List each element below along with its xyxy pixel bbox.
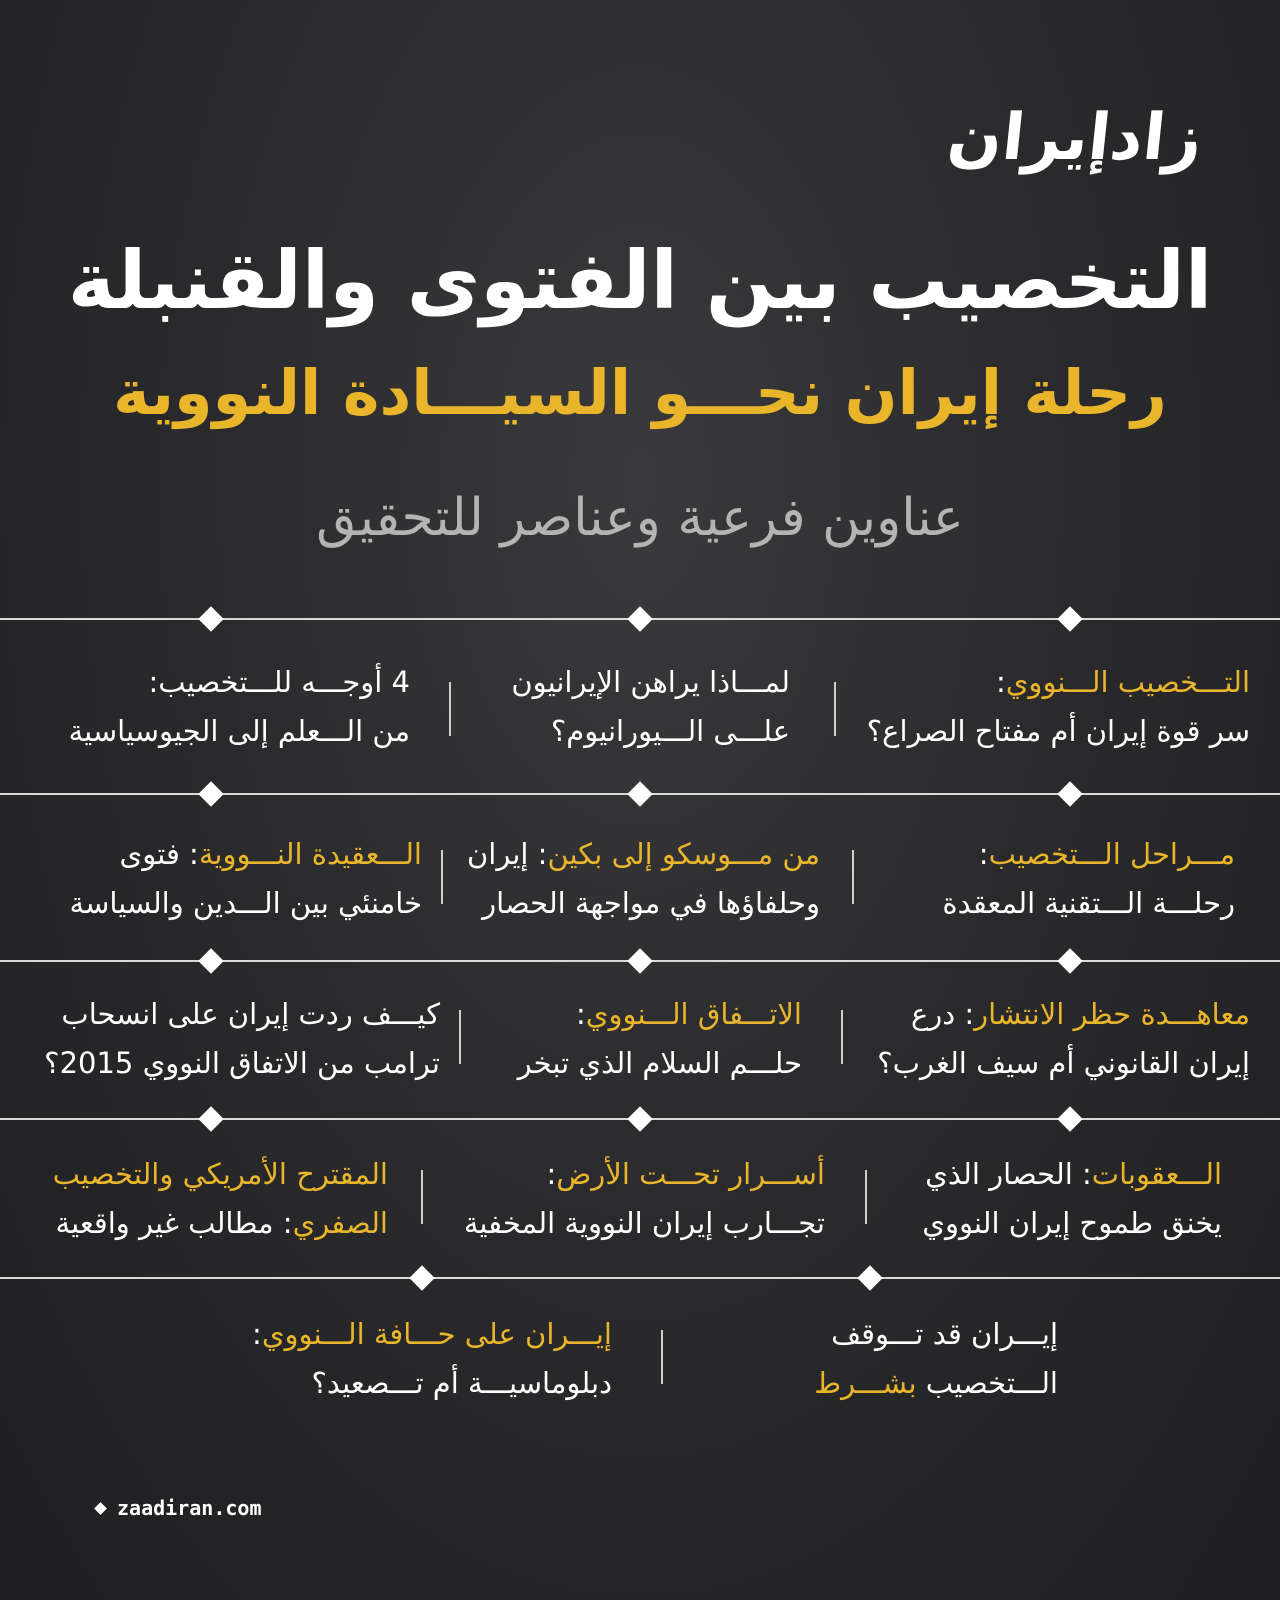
topic-text: : إيران <box>466 837 548 871</box>
column-separator <box>841 1010 843 1064</box>
topic-text: : <box>978 837 989 871</box>
topic-item <box>44 990 440 1088</box>
topic-line2: وحلفاؤها في مواجهة الحصار <box>482 886 820 920</box>
column-separator <box>441 850 443 904</box>
topic-highlight: بشـــرط <box>814 1366 917 1400</box>
topic-highlight: التـــخصيب الـــنووي <box>1005 665 1250 699</box>
section-heading: عناوين فرعية وعناصر للتحقيق <box>316 488 964 548</box>
topic-line2: يخنق طموح إيران النووي <box>922 1206 1222 1240</box>
column-separator <box>865 1170 867 1224</box>
diamond-marker <box>1057 1106 1082 1131</box>
topic-line2: رحلـــة الـــتقنية المعقدة <box>942 886 1235 920</box>
topic-highlight: الاتـــفاق الـــنووي <box>585 997 802 1031</box>
column-separator <box>459 1010 461 1064</box>
topic-highlight: الـــعقوبات <box>1091 1157 1222 1191</box>
topic-text: : درع <box>910 997 975 1031</box>
topic-line2: الـــتخصيب <box>916 1366 1058 1400</box>
topic-text: : <box>546 1157 557 1191</box>
topic-text: إيـــران قد تـــوقف <box>831 1317 1058 1351</box>
topic-text: : فتوى <box>119 837 199 871</box>
diamond-marker <box>1057 948 1082 973</box>
topic-line2: علـــى الـــيورانيوم؟ <box>550 714 790 748</box>
main-title: التخصيب بين الفتوى والقنبلة <box>67 234 1213 327</box>
topic-text: كيـــف ردت إيران على انسحاب <box>61 997 440 1031</box>
topic-item <box>252 1310 612 1408</box>
diamond-marker <box>627 948 652 973</box>
topic-item <box>464 1150 825 1248</box>
topic-highlight: الـــعقيدة النـــووية <box>198 837 422 871</box>
topic-highlight: المقترح الأمريكي والتخصيب <box>52 1157 388 1191</box>
website-url[interactable]: zaadiran.com <box>117 1496 262 1520</box>
topic-line2: إيران القانوني أم سيف الغرب؟ <box>877 1046 1250 1080</box>
topic-highlight: أســـرار تحـــت الأرض <box>556 1157 825 1191</box>
diamond-marker <box>627 1106 652 1131</box>
topic-highlight: مـــراحل الـــتخصيب <box>988 837 1235 871</box>
topic-line2: سر قوة إيران أم مفتاح الصراع؟ <box>866 714 1250 748</box>
topic-line2: ترامب من الاتفاق النووي 2015؟ <box>44 1046 440 1080</box>
subtitle: رحلة إيران نحـــو السيـــادة النووية <box>113 356 1167 429</box>
topic-line2: دبلوماسيـــة أم تـــصعيد؟ <box>311 1366 612 1400</box>
topic-item <box>69 658 410 756</box>
diamond-marker <box>198 781 223 806</box>
diamond-marker <box>198 948 223 973</box>
topic-item <box>877 990 1250 1088</box>
topic-text: : <box>995 665 1006 699</box>
column-separator <box>421 1170 423 1224</box>
diamond-marker <box>627 781 652 806</box>
diamond-marker <box>627 606 652 631</box>
brand-logo: زادإيران <box>944 101 1206 175</box>
divider-line <box>0 1277 1280 1279</box>
topic-line2: من الـــعلم إلى الجيوسياسية <box>68 714 410 748</box>
diamond-marker <box>1057 606 1082 631</box>
topic-item <box>942 830 1235 928</box>
column-separator <box>852 850 854 904</box>
topic-item <box>467 830 820 928</box>
topic-item <box>867 658 1250 756</box>
column-separator <box>449 682 451 736</box>
topic-highlight: معاهـــدة حظر الانتشار <box>974 997 1250 1031</box>
topic-text: : <box>252 1317 262 1351</box>
topic-highlight: الصفري <box>292 1206 388 1240</box>
topic-line2: : مطالب غير واقعية <box>55 1206 293 1240</box>
topic-text: 4 أوجـــه للـــتخصيب: <box>148 665 410 699</box>
topic-line2: تجـــارب إيران النووية المخفية <box>463 1206 825 1240</box>
diamond-marker <box>857 1265 882 1290</box>
topic-item <box>814 1310 1058 1408</box>
topic-item <box>70 830 422 928</box>
topic-item <box>518 990 802 1088</box>
column-separator <box>834 682 836 736</box>
column-separator <box>661 1330 663 1384</box>
topic-line2: خامنئي بين الـــدين والسياسة <box>69 886 422 920</box>
topic-highlight: من مـــوسكو إلى بكين <box>547 837 820 871</box>
topic-line2: حلـــم السلام الذي تبخر <box>517 1046 802 1080</box>
topic-text: : <box>576 997 586 1031</box>
topic-item <box>53 1150 388 1248</box>
topic-highlight: إيـــران على حـــافة الـــنووي <box>261 1317 612 1351</box>
topic-item <box>922 1150 1222 1248</box>
diamond-marker <box>198 606 223 631</box>
diamond-bullet-icon <box>94 1502 107 1515</box>
topic-text: لمـــاذا يراهن الإيرانيون <box>511 665 790 699</box>
diamond-marker <box>409 1265 434 1290</box>
topic-item <box>511 658 790 756</box>
diamond-marker <box>198 1106 223 1131</box>
footer-website[interactable] <box>96 1494 262 1522</box>
diamond-marker <box>1057 781 1082 806</box>
topic-text: : الحصار الذي <box>925 1157 1092 1191</box>
